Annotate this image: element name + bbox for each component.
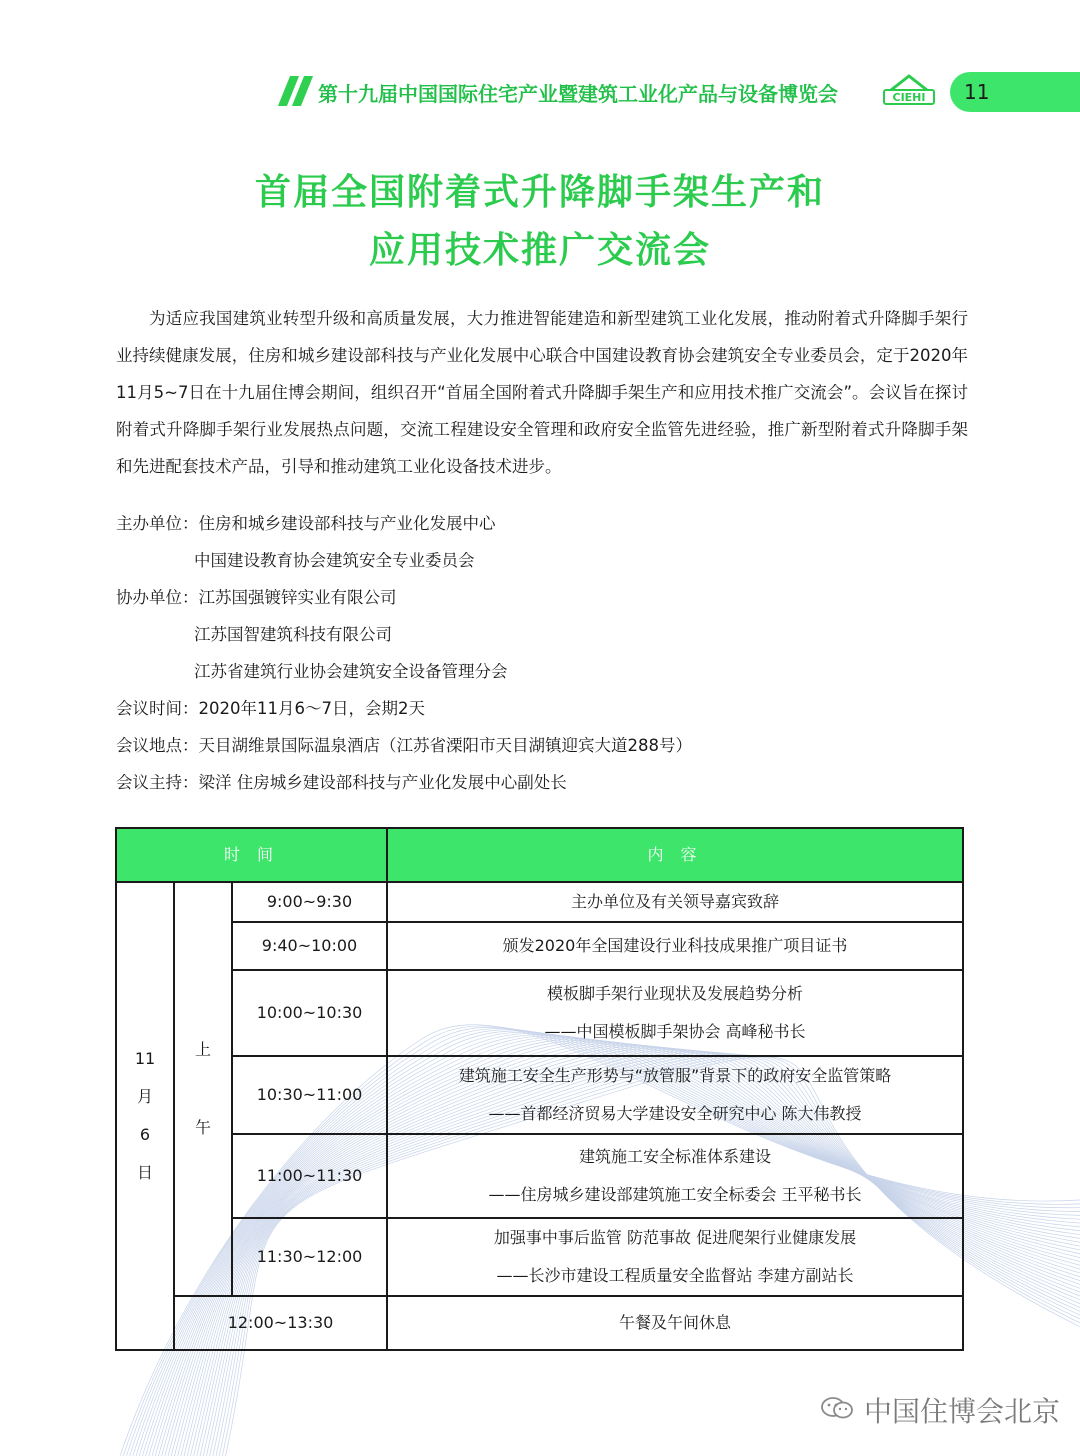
table-row-lunch: [116, 1296, 963, 1350]
header-content: 内 容: [387, 828, 963, 882]
time-cell: 9:40~10:00: [232, 922, 387, 970]
wechat-icon: [820, 1396, 854, 1420]
main-title-line-2: 应用技术推广交流会: [368, 229, 711, 271]
info-cohost-3: [194, 658, 508, 682]
lunch-content-cell: 午餐及午间休息: [387, 1296, 963, 1350]
schedule-table: [115, 827, 964, 1351]
host-2: 中国建设教育协会建筑安全专业委员会: [194, 551, 475, 570]
lunch-time-cell: 12:00~13:30: [174, 1296, 387, 1350]
schedule-date: 11 月 6 日: [134, 1049, 156, 1182]
meeting-time: 2020年11月6～7日，会期2天: [198, 699, 425, 718]
intro-paragraph: [116, 300, 968, 485]
content-line: 建筑施工安全标准体系建设: [578, 1147, 771, 1166]
cohost-2: 江苏国智建筑科技有限公司: [194, 625, 392, 644]
content-line: ——首都经济贸易大学建设安全研究中心 陈大伟教授: [488, 1104, 862, 1123]
time-cell: 11:00~11:30: [232, 1134, 387, 1218]
date-cell: [116, 882, 174, 1350]
logo-text: CIEHI: [892, 91, 926, 104]
time-cell: 9:00~9:30: [232, 882, 387, 922]
info-venue: [116, 732, 692, 756]
host-1: 住房和城乡建设部科技与产业化发展中心: [198, 514, 496, 533]
content-line: 建筑施工安全生产形势与“放管服”背景下的政府安全监管策略: [458, 1066, 892, 1085]
host-label: 主办单位：: [116, 514, 199, 533]
schedule-header-row: [116, 828, 963, 882]
table-row: [116, 922, 963, 970]
info-moderator: [116, 769, 567, 793]
header-bar: [0, 68, 1080, 114]
period-cell: [174, 882, 232, 1296]
time-cell: 10:30~11:00: [232, 1056, 387, 1134]
meeting-venue: 天目湖维景国际温泉酒店（江苏省溧阳市天目湖镇迎宾大道288号）: [198, 736, 692, 755]
info-cohost-2: [194, 621, 392, 645]
time-label: 会议时间：: [116, 699, 199, 718]
content-line: 加强事中事后监管 防范事故 促进爬架行业健康发展: [493, 1228, 857, 1247]
content-cell: [387, 1134, 963, 1218]
info-host: [116, 510, 496, 534]
header-title: 第十九届中国国际住宅产业暨建筑工业化产品与设备博览会: [318, 82, 838, 106]
moderator-label: 会议主持：: [116, 773, 199, 792]
table-row: [116, 970, 963, 1056]
content-cell: [387, 1218, 963, 1296]
content-line: 模板脚手架行业现状及发展趋势分析: [546, 984, 803, 1003]
time-cell: 11:30~12:00: [232, 1218, 387, 1296]
watermark-text: 中国住博会北京: [864, 1395, 1061, 1428]
main-title-line-1: 首届全国附着式升降脚手架生产和: [254, 171, 825, 213]
content-cell: [387, 1056, 963, 1134]
intro-text: 为适应我国建筑业转型升级和高质量发展，大力推进智能建造和新型建筑工业化发展，推动附着式升降脚手架行业持续健康发展，住房和城乡建设部科技与产业化发展中心联合中国建设教育协会建筑安全专业委员会，定于2020年11月5~7日在十九届住博会期间，组织召开“首届全国附着式升降脚手架生产和应用技术推广交流会”。会议旨在探讨附着式升降脚手架行业发展热点问题，交流工程建设安全管理和政府安全监管先进经验，推广新型附着式升降脚手架和先进配套技术产品，引导和推动建筑工业化设备技术进步。: [116, 309, 968, 476]
content-cell: [387, 970, 963, 1056]
table-row: [116, 1218, 963, 1296]
cohost-3: 江苏省建筑行业协会建筑安全设备管理分会: [194, 662, 508, 681]
table-row: [116, 882, 963, 922]
content-cell: 颁发2020年全国建设行业科技成果推广项目证书: [387, 922, 963, 970]
schedule-period: 上 午: [194, 1040, 211, 1137]
header-time: 时 间: [116, 828, 387, 882]
table-row: [116, 1134, 963, 1218]
info-cohost: [116, 584, 397, 608]
info-host-2: [194, 547, 475, 571]
page-number: 11: [964, 80, 990, 104]
meeting-moderator: 梁洋 住房城乡建设部科技与产业化发展中心副处长: [198, 773, 567, 792]
content-line: ——中国模板脚手架协会 高峰秘书长: [544, 1022, 806, 1041]
page-number-tab: [950, 72, 1080, 112]
cohost-label: 协办单位：: [116, 588, 199, 607]
time-cell: 10:00~10:30: [232, 970, 387, 1056]
info-time: [116, 695, 425, 719]
cohost-1: 江苏国强镀锌实业有限公司: [198, 588, 397, 607]
content-line: ——长沙市建设工程质量安全监督站 李建方副站长: [496, 1266, 854, 1285]
content-line: ——住房城乡建设部建筑施工安全标委会 王平秘书长: [488, 1185, 862, 1204]
venue-label: 会议地点：: [116, 736, 199, 755]
content-cell: 主办单位及有关领导嘉宾致辞: [387, 882, 963, 922]
table-row: [116, 1056, 963, 1134]
ciehi-logo: [880, 72, 938, 110]
